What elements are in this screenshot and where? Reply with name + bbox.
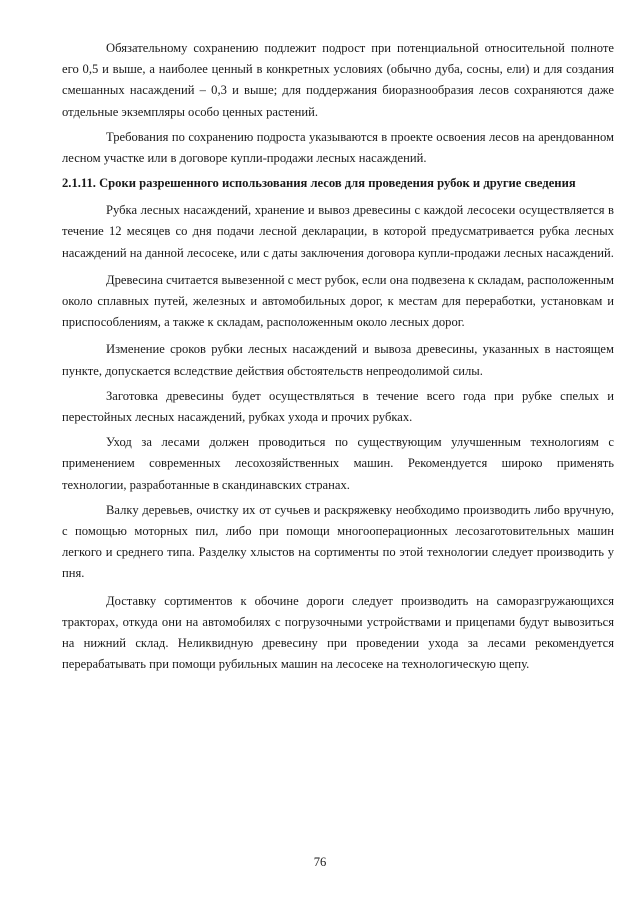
paragraph-tree-felling: Валку деревьев, очистку их от сучьев и раскряжевку необходимо производить либо вручную, с помощью моторных пил, либо при помощи многооперационных лесозаготовительных машин легкого и среднего типа. Разделку хлыстов на сортименты по этой технологии следует производить у пня.: [62, 502, 614, 581]
paragraph-undergrowth-requirements: Требования по сохранению подроста указываются в проекте освоения лесов на арендованном лесном участке или в договоре купли-продажи лесных насаждений.: [62, 129, 614, 166]
paragraph-assortment-delivery: Доставку сортиментов к обочине дороги следует производить на саморазгружающихся тракторах, откуда они на автомобилях с погрузочными устройствами и прицепами будут вывозиться на нижний склад. Неликвидную древесину при проведении ухода за лесами рекомендуется перерабатывать при помощи рубильных машин на лесосеке на технологическую щепу.: [62, 593, 614, 672]
paragraph-timber-removed: Древесина считается вывезенной с мест рубок, если она подвезена к складам, расположенным около сплавных путей, железных и автомобильных дорог, к местам для переработки, установкам и приспособлениям, а также к складам, расположенным около лесных дорог.: [62, 272, 614, 330]
text-body: [62, 38, 614, 675]
paragraph-term-changes: Изменение сроков рубки лесных насаждений и вывоза древесины, указанных в настоящем пункте, допускается вследствие действия обстоятельств непреодолимой силы.: [62, 342, 614, 378]
paragraph-felling-period: Рубка лесных насаждений, хранение и вывоз древесины с каждой лесосеки осуществляется в течение 12 месяцев со дня подачи лесной декларации, в которой предусматривается рубка лесных насаждений на данной лесосеке, или с даты заключения договора купли-продажи лесных насаждений.: [62, 203, 614, 260]
paragraph-forest-care: Уход за лесами должен проводиться по существующим улучшенным технологиям с применением современных лесохозяйственных машин. Рекомендуется широко применять технологии, разработанные в скандинавских странах.: [62, 435, 614, 492]
section-heading: 2.1.11. Сроки разрешенного использования лесов для проведения рубок и другие сведения: [62, 176, 576, 191]
paragraph-harvesting-season: Заготовка древесины будет осуществляться в течение всего года при рубке спелых и перестойных лесных насаждений, рубках ухода и прочих рубках.: [62, 388, 614, 425]
paragraph-undergrowth-preservation: Обязательному сохранению подлежит подрост при потенциальной относительной полноте его 0,5 и выше, а наиболее ценный в конкретных условиях (обычно дуба, сосны, ели) и для создания смешанных насаждений – 0,3 и выше; для поддержания биоразнообразия лесов сохраняются даже отдельные экземпляры особо ценных растений.: [62, 41, 614, 119]
page-number: 76: [313, 855, 327, 869]
